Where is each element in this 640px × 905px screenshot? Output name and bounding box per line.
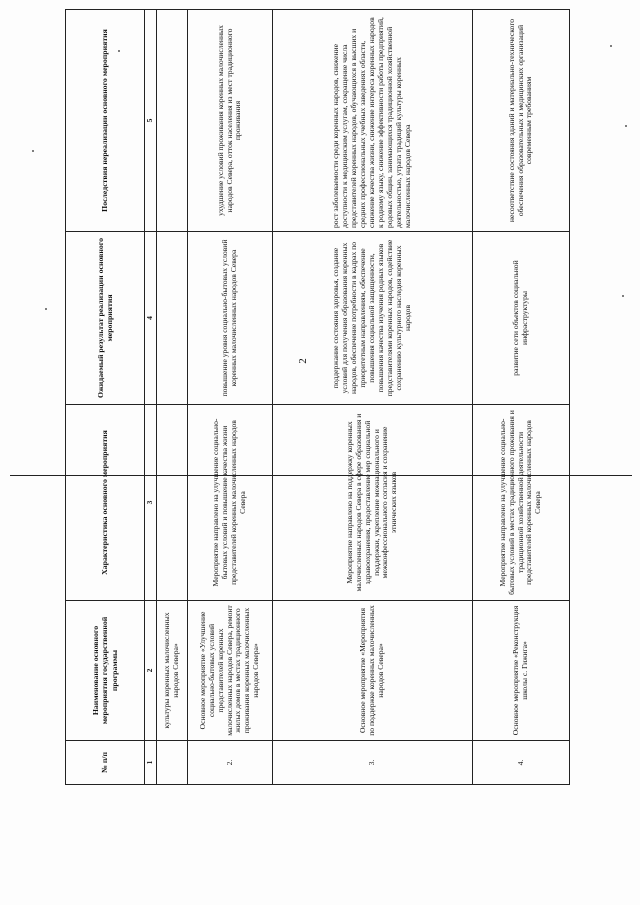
program-activities-table — [65, 9, 570, 785]
rotated-table-container — [65, 10, 640, 785]
header-characteristic: Характеристика основного мероприятия — [66, 405, 145, 601]
row-consequences: несоответствие состояния зданий и материально-технического обеспечения образовательных и медицинских организаций современным требованиям — [473, 10, 570, 232]
table-row — [188, 10, 273, 785]
table-row — [157, 10, 188, 785]
column-index: 3 — [145, 405, 157, 601]
row-result: поддержание состояния здоровья, создание условий для получения образования коренных народов, обеспечение потребности в кадрах по приоритетным направлениям, обеспечение повышения социальной защищенности, повышения качества изучения родных языков представителями коренных народов, содействие сохранению культурного наследия коренных народов — [273, 232, 473, 405]
row-result: повышение уровня социально-бытовых условий коренных малочисленных народов Севера — [188, 232, 273, 405]
column-index: 1 — [145, 741, 157, 785]
row-num: 4. — [473, 741, 570, 785]
row-characteristic: Мероприятие направлено на поддержку коренных малочисленных народов Севера в сфере образования и здравоохранения, предоставление мер социальной поддержки, укрепление межнационального и межконфессионального согласия и сохранение этнических языков — [273, 405, 473, 601]
header-result: Ожидаемый результат реализации основного мероприятия — [66, 232, 145, 405]
table-row — [273, 10, 473, 785]
row-name: Основное мероприятие «Улучшение социально-бытовых условий представителей коренных малочисленных народов Севера, ремонт жилых домов в местах традиционного проживания коренных малочисленных народов Севера» — [188, 601, 273, 741]
column-index: 2 — [145, 601, 157, 741]
row-num — [157, 741, 188, 785]
row-consequences: рост заболеваемости среди коренных народов, снижение доступности к медицинским услугам, сокращение числа представителей коренных народов, обучающихся в высших и средних профессиональных учебных заведениях области, снижение качества жизни, снижение интереса коренных народов к родному языку, снижение эффективности работы предприятий, родовых общин, занимающихся традиционной хозяйственной деятельностью, утрата традиций культуры коренных малочисленных народов Севера — [273, 10, 473, 232]
scan-speck — [32, 150, 34, 152]
column-index-row — [145, 10, 157, 785]
page-number: 2 — [296, 358, 309, 364]
row-characteristic: Мероприятие направлено на улучшение социально-бытовых условий и повышение качества жизни представителей коренных малочисленных народов Севера — [188, 405, 273, 601]
row-consequences: ухудшение условий проживания коренных малочисленных народов Севера, отток населения из мест традиционного проживания — [188, 10, 273, 232]
row-characteristic — [157, 405, 188, 601]
scan-speck — [45, 308, 47, 310]
row-characteristic: Мероприятие направлено на улучшение социально-бытовых условий в местах традиционного проживания и традиционной хозяйственной деятельности представителей коренных малочисленных народов Севера — [473, 405, 570, 601]
table-row — [473, 10, 570, 785]
column-index: 4 — [145, 232, 157, 405]
table-header-row — [66, 10, 145, 785]
header-consequences: Последствия нереализации основного мероприятия — [66, 10, 145, 232]
row-num: 3. — [273, 741, 473, 785]
header-num: № п/п — [66, 741, 145, 785]
column-index: 5 — [145, 10, 157, 232]
row-num: 2. — [188, 741, 273, 785]
row-name: Основное мероприятие «Мероприятия по поддержке коренных малочисленных народов Севера» — [273, 601, 473, 741]
row-result — [157, 232, 188, 405]
row-consequences — [157, 10, 188, 232]
header-name: Наименование основного мероприятия государственной программы — [66, 601, 145, 741]
row-name: культуры коренных малочисленных народов Севера» — [157, 601, 188, 741]
row-name: Основное мероприятие «Реконструкция школы с. Гижига» — [473, 601, 570, 741]
row-result: развитие сети объектов социальной инфраструктуры — [473, 232, 570, 405]
